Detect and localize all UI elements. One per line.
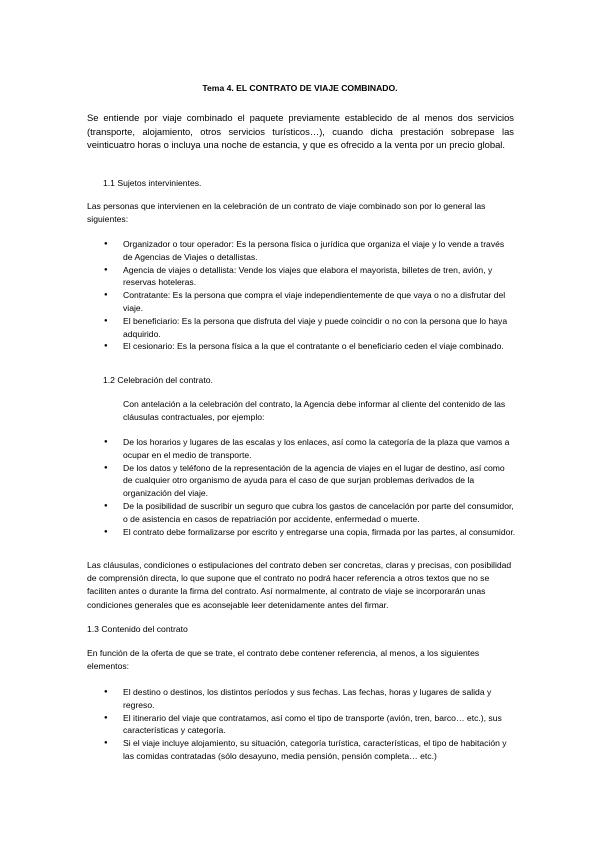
intro-paragraph: Se entiende por viaje combinado el paquete previamente establecido de al menos dos servicios (transporte, alojamiento, otros servicios turísticos…), cuando dicha prestación sobrepase las veinticuatro horas o incluya una noche de estancia, y que es ofrecido a la venta por un precio global. — [87, 112, 514, 150]
closing-paragraph-celebracion: Las cláusulas, condiciones o estipulaciones del contrato deben ser concretas, claras y precisas, con posibilidad de comprensión directa, lo que supone que el contrato no podrá hacer referencia a otros textos que no se faciliten antes o durante la firma del contrato. Así normalmente, al contrato de viaje se incorporarán unas condiciones generales que es aconsejable leer detenidamente antes del firmar. — [87, 560, 512, 610]
list-item: ● De los horarios y lugares de las escalas y los enlaces, así como la categoría de la plaza que vamos a ocupar en el medio de transporte. — [123, 436, 516, 462]
bullet-list-celebracion — [123, 436, 516, 538]
list-item: ● Organizador o tour operador: Es la persona física o jurídica que organiza el viaje y lo vende a través de Agencias de Viajes o detallistas. — [123, 238, 516, 264]
section-heading-contenido: 1.3 Contenido del contrato — [87, 624, 188, 634]
list-item: ● Contratante: Es la persona que compra el viaje independientemente de que vaya o no a disfrutar del viaje. — [123, 289, 516, 315]
bullet-list-contenido — [123, 686, 516, 763]
list-item: ● Agencia de viajes o detallista: Vende los viajes que elabora el mayorista, billetes de tren, avión, y reservas hoteleras. — [123, 264, 516, 290]
document-title: Tema 4. EL CONTRATO DE VIAJE COMBINADO. — [202, 83, 398, 93]
section-heading-sujetos: 1.1 Sujetos intervinientes. — [103, 178, 202, 188]
section-paragraph-celebracion: Con antelación a la celebración del contrato, la Agencia debe informar al cliente del contenido de las cláusulas contractuales, por ejemplo: — [123, 399, 506, 423]
list-item: ● El contrato debe formalizarse por escrito y entregarse una copia, firmada por las partes, al consumidor. — [123, 526, 516, 539]
list-item: ● El destino o destinos, los distintos períodos y sus fechas. Las fechas, horas y lugares de salida y regreso. — [123, 686, 516, 712]
list-item: ● Si el viaje incluye alojamiento, su situación, categoría turística, características, el tipo de habitación y las comidas contratadas (sólo desayuno, media pensión, pensión completa… etc.) — [123, 737, 516, 763]
list-item: ● De los datos y teléfono de la representación de la agencia de viajes en el lugar de destino, así como de cualquier otro organismo de ayuda para el caso de que surjan problemas derivados de la organización del viaje. — [123, 462, 516, 500]
section-paragraph-sujetos: Las personas que intervienen en la celebración de un contrato de viaje combinado son por lo general las siguientes: — [87, 201, 486, 225]
section-heading-celebracion: 1.2 Celebración del contrato. — [103, 375, 213, 385]
list-item: ● El itinerario del viaje que contratamos, así como el tipo de transporte (avión, tren, barco… etc.), sus características y categoría. — [123, 712, 516, 738]
section-paragraph-contenido: En función de la oferta de que se trate, el contrato debe contener referencia, al menos, a los siguientes elementos: — [87, 648, 480, 672]
list-item: ● El cesionario: Es la persona física a la que el contratante o el beneficiario ceden el viaje combinado. — [123, 340, 516, 353]
list-item: ● De la posibilidad de suscribir un seguro que cubra los gastos de cancelación por parte del consumidor, o de asistencia en casos de repatriación por accidente, enfermedad o muerte. — [123, 500, 516, 526]
list-item: ● El beneficiario: Es la persona que disfruta del viaje y puede coincidir o no con la persona que lo haya adquirido. — [123, 315, 516, 341]
bullet-list-sujetos — [123, 238, 516, 353]
